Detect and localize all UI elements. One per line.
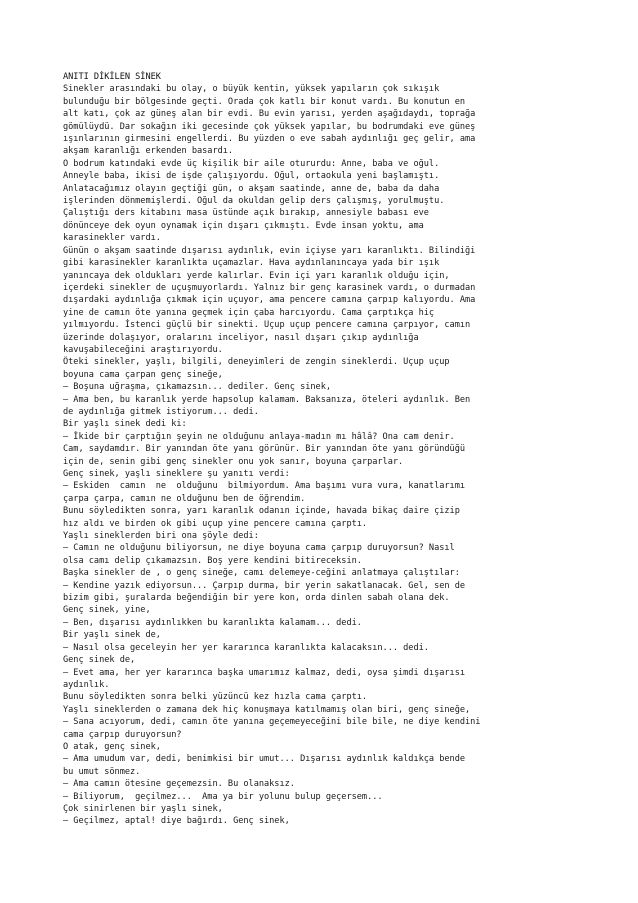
- document-body: [63, 83, 608, 827]
- text-line: hız aldı ve birden ok gibi uçup yine pencere camına çarptı.: [63, 518, 368, 529]
- text-line: yine de camın öte yanına geçmek için çaba harcıyordu. Cama çarptıkça hiç: [63, 307, 435, 318]
- document-page: [63, 71, 608, 828]
- text-line: Başka sinekler de , o genç sineğe, camı delemeye-ceğini anlatmaya çalıştılar:: [63, 568, 460, 579]
- text-line: — İkide bir çarptığın şeyin ne olduğunu anlaya-madın mı hâlâ? Ona cam denir.: [63, 431, 455, 442]
- text-line: Bir yaşlı sinek dedi ki:: [63, 419, 187, 430]
- text-line: Bir yaşlı sinek de,: [63, 630, 161, 641]
- text-line: Bunu söyledikten sonra belki yüzüncü kez hızla cama çarptı.: [63, 692, 368, 703]
- text-line: — Sana acıyorum, dedi, camın öte yanına geçemeyeceğini bile bile, ne diye kendini: [63, 717, 481, 728]
- text-line: işlerinden dönmemişlerdi. Oğul da okuldan gelip ders çalışmış, yorulmuştu.: [63, 196, 445, 207]
- text-line: Genç sinek, yine,: [63, 605, 151, 616]
- text-line: için de, senin gibi genç sinekler onu yok sanır, boyuna çarparlar.: [63, 456, 404, 467]
- text-line: Öteki sinekler, yaşlı, bilgili, deneyimleri de zengin sineklerdi. Uçup uçup: [63, 357, 450, 368]
- text-line: — Kendine yazık ediyorsun... Çarpıp durma, bir yerin sakatlanacak. Gel, sen de: [63, 580, 466, 591]
- text-line: — Evet ama, her yer kararınca başka umarımız kalmaz, dedi, oysa şimdi dışarısı: [63, 667, 466, 678]
- text-line: akşam karanlığı erkenden basardı.: [63, 146, 234, 157]
- text-line: Anneyle baba, ikisi de işde çalışıyordu. Oğul, ortaokula yeni başlamıştı.: [63, 171, 440, 182]
- text-line: bu umut sönmez.: [63, 766, 141, 777]
- text-line: Yaşlı sineklerden o zamana dek hiç konuşmaya katılmamış olan biri, genç sineğe,: [63, 704, 471, 715]
- text-line: — Ama umudum var, dedi, benimkisi bir umut... Dışarısı aydınlık kaldıkça bende: [63, 754, 466, 765]
- text-line: — Ama ben, bu karanlık yerde hapsolup kalamam. Baksanıza, öteleri aydınlık. Ben: [63, 394, 471, 405]
- text-line: üzerinde dolaşıyor, oralarını inceliyor, nasıl dışarı çıkıp aydınlığa: [63, 332, 419, 343]
- text-line: Anlatacağımız olayın geçtiği gün, o akşam saatinde, anne de, baba da daha: [63, 183, 440, 194]
- text-line: aydınlık.: [63, 679, 110, 690]
- text-line: dışardaki aydınlığa çıkmak için uçuyor, ama pencere camına çarpıp kalıyordu. Ama: [63, 295, 476, 306]
- text-line: yanıncaya dek oldukları yerde kalırlar. Evin içi yarı karanlık olduğu için,: [63, 270, 450, 281]
- text-line: Çalıştığı ders kitabını masa üstünde açık bırakıp, annesiyle babası eve: [63, 208, 429, 219]
- text-line: alt katı, çok az güneş alan bir evdi. Bu evin yarısı, yerden aşağıdaydı, toprağa: [63, 109, 476, 120]
- text-line: boyuna cama çarpan genç sineğe,: [63, 369, 223, 380]
- text-line: yılmıyordu. İstenci güçlü bir sinekti. Uçup uçup pencere camına çarpıyor, camın: [63, 320, 471, 331]
- text-line: Cam, saydamdır. Bir yanından öte yanı görünür. Bir yanından öte yanı göründüğü: [63, 444, 466, 455]
- text-line: karasinekler vardı.: [63, 233, 161, 244]
- text-line: bulunduğu bir bölgesinde geçti. Orada çok katlı bir konut vardı. Bu konutun en: [63, 96, 466, 107]
- text-line: — Biliyorum, geçilmez... Ama ya bir yolunu bulup geçersem...: [63, 791, 383, 802]
- text-line: — Ama camın ötesine geçemezsin. Bu olanaksız.: [63, 779, 295, 790]
- text-line: Çok sinirlenen bir yaşlı sinek,: [63, 803, 223, 814]
- document-title: ANITI DİKİLEN SİNEK: [63, 72, 161, 82]
- text-line: Günün o akşam saatinde dışarısı aydınlık, evin içiyse yarı karanlıktı. Bilindiği: [63, 245, 476, 256]
- text-line: — Camın ne olduğunu biliyorsun, ne diye boyuna cama çarpıp duruyorsun? Nasıl: [63, 543, 455, 554]
- text-line: de aydınlığa gitmek istiyorum... dedi.: [63, 406, 259, 417]
- text-line: gibi karasinekler karanlıkta uçamazlar. Hava aydınlanıncaya yada bir ışık: [63, 258, 440, 269]
- text-line: kavuşabileceğini araştırıyordu.: [63, 344, 223, 355]
- text-line: Genç sinek de,: [63, 655, 136, 666]
- text-line: gömülüydü. Dar sokağın iki gecesinde çok yüksek yapılar, bu bodrumdaki eve güneş: [63, 121, 476, 132]
- text-line: olsa camı delip çıkamazsın. Boş yere kendini bitireceksin.: [63, 555, 362, 566]
- text-line: — Eskiden camın ne olduğunu bilmiyordum. Ama başımı vura vura, kanatlarımı: [63, 481, 466, 492]
- text-line: dönünceye dek oyun oynamak için dışarı çıkmıştı. Evde insan yoktu, ama: [63, 220, 424, 231]
- text-line: O atak, genç sinek,: [63, 741, 161, 752]
- text-line: — Geçilmez, aptal! diye bağırdı. Genç sinek,: [63, 816, 290, 827]
- text-line: Bunu söyledikten sonra, yarı karanlık odanın içinde, havada bikaç daire çizip: [63, 506, 460, 517]
- text-line: çarpa çarpa, camın ne olduğunu ben de öğrendim.: [63, 493, 306, 504]
- text-line: O bodrum katındaki evde üç kişilik bir aile otururdu: Anne, baba ve oğul.: [63, 158, 440, 169]
- text-line: — Boşuna uğraşma, çıkamazsın... dediler. Genç sinek,: [63, 382, 332, 393]
- text-line: Sinekler arasındaki bu olay, o büyük kentin, yüksek yapıların çok sıkışık: [63, 84, 440, 95]
- text-line: ışınlarının girmesini engellerdi. Bu yüzden o eve sabah aydınlığı geç gelir, ama: [63, 134, 476, 145]
- text-line: — Ben, dışarısı aydınlıkken bu karanlıkta kalamam... dedi.: [63, 617, 362, 628]
- text-line: Yaşlı sineklerden biri ona şöyle dedi:: [63, 531, 259, 542]
- text-line: içerdeki sinekler de uçuşmuyorlardı. Yalnız bir genç karasinek vardı, o durmadan: [63, 282, 476, 293]
- text-line: cama çarpıp duruyorsun?: [63, 729, 182, 740]
- text-line: Genç sinek, yaşlı sineklere şu yanıtı verdi:: [63, 469, 290, 479]
- text-line: — Nasıl olsa geceleyin her yer kararınca karanlıkta kalacaksın... dedi.: [63, 642, 429, 653]
- text-line: bizim gibi, şuralarda beğendiğin bir yere kon, orda dinlen sabah olana dek.: [63, 593, 450, 604]
